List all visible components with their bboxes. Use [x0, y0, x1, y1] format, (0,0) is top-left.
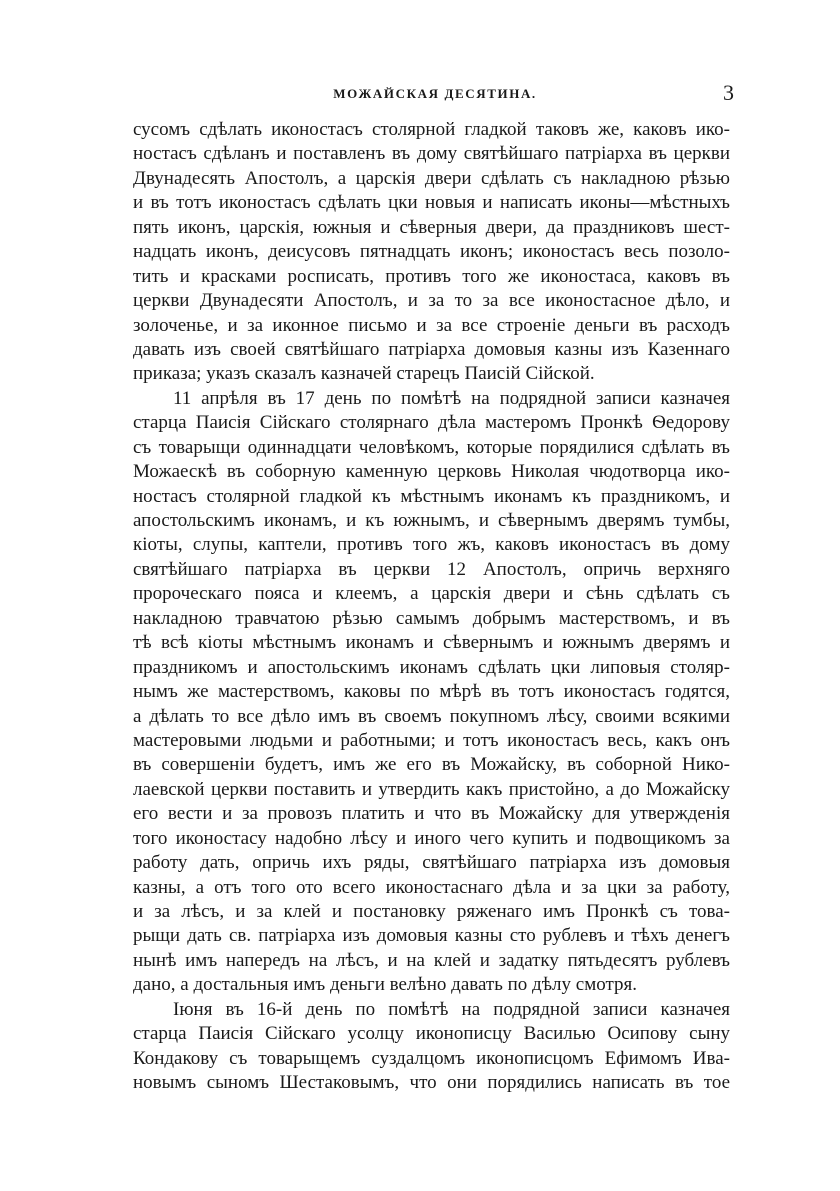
text-line: приказа; указъ сказалъ казначей старецъ Паисій Сійской.	[133, 363, 595, 385]
text-line: рыщи дать св. патріарха изъ домовыя казны сто рублевъ и тѣхъ денегъ	[133, 925, 730, 947]
text-line: казны, а отъ того ото всего иконостаснаго дѣла и за цки за работу,	[133, 876, 730, 898]
text-line: того иконостасу надобно лѣсу и иного чего купить и подвощикомъ за	[133, 827, 730, 849]
text-line: тить и красками росписать, противъ того же иконостаса, каковъ въ	[133, 265, 730, 287]
text-line: дано, а достальныя имъ деньги велѣно давать по дѣлу смотря.	[133, 974, 637, 996]
text-line: ностасъ сдѣланъ и поставленъ въ дому святѣйшаго патріарха въ церкви	[133, 143, 730, 165]
text-line: Можаескѣ въ соборную каменную церковь Николая чюдотворца ико-	[133, 461, 730, 483]
text-line: Іюня въ 16-й день по помѣтѣ на подрядной записи казначея	[173, 998, 730, 1020]
text-line: въ совершеніи будетъ, имъ же его въ Можайску, въ соборной Нико-	[133, 754, 730, 776]
text-line: апостольскимъ иконамъ, и къ южнымъ, и сѣвернымъ дверямъ тумбы,	[133, 510, 730, 531]
text-line: его вести и за провозъ платить и что въ Можайску для утвержденія	[133, 803, 730, 825]
text-line: работу дать, опричь ихъ ряды, святѣйшаго патріарха изъ домовыя	[133, 852, 730, 874]
running-title: МОЖАЙСКАЯ ДЕСЯТИНА.	[333, 86, 537, 101]
text-line: мастеровыми людьми и работными; и тотъ иконостасъ весь, какъ онъ	[133, 729, 730, 751]
text-line: пять иконъ, царскія, южныя и сѣверныя двери, да праздниковъ шест-	[133, 216, 730, 238]
text-line: Кондакову съ товарыщемъ суздалцомъ иконописцомъ Ефимомъ Ива-	[133, 1047, 730, 1069]
text-line: старца Паисія Сійскаго усолцу иконописцу Василью Осипову сыну	[133, 1023, 730, 1045]
text-line: нымъ же мастерствомъ, каковы по мѣрѣ въ тотъ иконостасъ годятся,	[133, 681, 730, 703]
text-line: нынѣ имъ напередъ на лѣсъ, и на клей и задатку пятьдесятъ рублевъ	[133, 949, 730, 971]
running-head	[0, 80, 840, 110]
text-line: кіоты, слупы, каптели, противъ того жъ, каковъ иконостасъ въ дому	[133, 534, 730, 556]
text-line: церкви Двунадесяти Апостолъ, и за то за все иконостасное дѣло, и	[133, 290, 730, 312]
text-line: съ товарыщи одиннадцати человѣкомъ, которые порядилися сдѣлать въ	[133, 436, 730, 458]
text-line: пророческаго пояса и клеемъ, а царскія двери и сѣнь сдѣлать съ	[133, 583, 730, 605]
page-number: 3	[723, 80, 734, 105]
text-line: лаевской церкви поставить и утвердить какъ пристойно, а до Можайску	[133, 778, 730, 800]
body-text	[133, 118, 730, 1096]
text-line: а дѣлать то все дѣло имъ въ своемъ покупномъ лѣсу, своими всякими	[133, 705, 730, 727]
text-line: накладною травчатою рѣзью самымъ добрымъ мастерствомъ, и въ	[133, 607, 730, 629]
text-line: ностасъ столярной гладкой къ мѣстнымъ иконамъ къ праздникомъ, и	[133, 485, 730, 507]
text-line: давать изъ своей святѣйшаго патріарха домовыя казны изъ Казеннаго	[133, 338, 730, 360]
text-line: святѣйшаго патріарха въ церкви 12 Апостолъ, опричь верхняго	[133, 558, 730, 580]
text-line: и въ тотъ иконостасъ сдѣлать цки новыя и написать иконы—мѣстныхъ	[133, 192, 730, 214]
text-line: тѣ всѣ кіоты мѣстнымъ иконамъ и сѣвернымъ и южнымъ дверямъ и	[133, 632, 730, 654]
text-line: праздникомъ и апостольскимъ иконамъ сдѣлать цки липовыя столяр-	[133, 656, 730, 678]
text-line: золоченье, и за иконное письмо и за все строеніе деньги въ расходъ	[133, 314, 730, 336]
text-line: сусомъ сдѣлать иконостасъ столярной гладкой таковъ же, каковъ ико-	[133, 119, 730, 140]
text-line: старца Паисія Сійскаго столярнаго дѣла мастеромъ Пронкѣ Ѳедорову	[133, 412, 730, 434]
text-line: и за лѣсъ, и за клей и постановку ряженаго имъ Пронкѣ съ това-	[133, 901, 730, 922]
text-line: 11 апрѣля въ 17 день по помѣтѣ на подрядной записи казначея	[173, 387, 730, 409]
text-line: новымъ сыномъ Шестаковымъ, что они порядились написать въ тое	[133, 1072, 730, 1094]
text-line: надцать иконъ, деисусовъ пятнадцать иконъ; иконостасъ весь позоло-	[133, 241, 730, 263]
text-line: Двунадесять Апостолъ, а царскія двери сдѣлать съ накладною рѣзью	[133, 167, 730, 189]
